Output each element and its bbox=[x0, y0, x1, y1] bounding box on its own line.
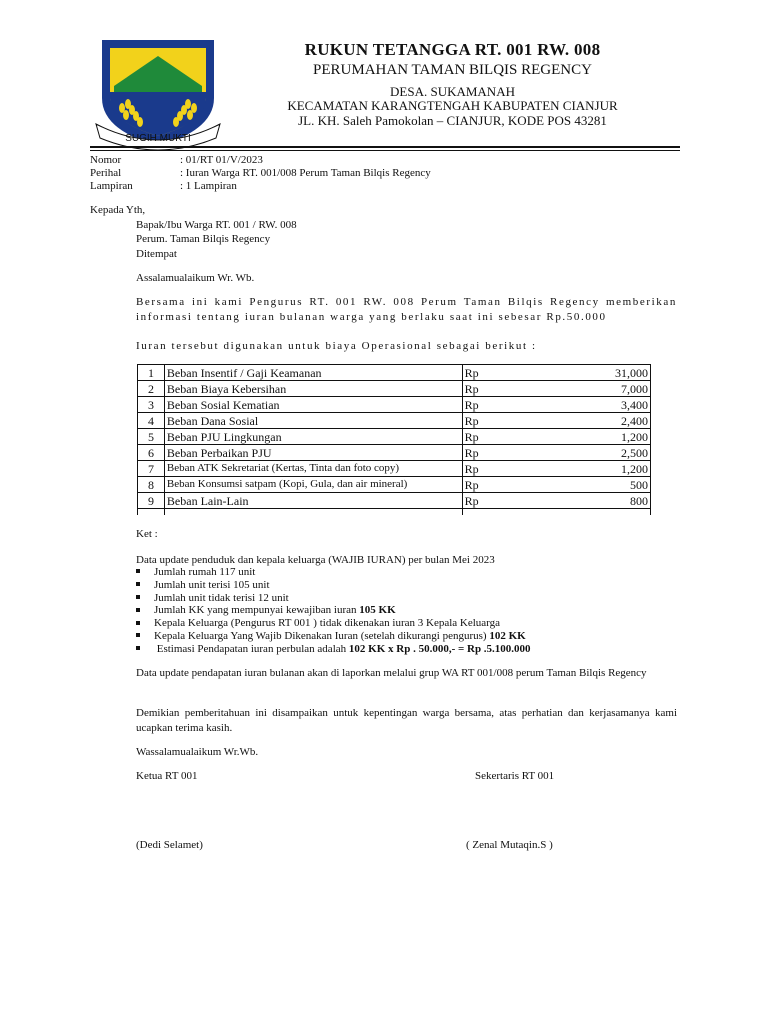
currency-label: Rp bbox=[462, 493, 526, 509]
expense-name: Beban Lain-Lain bbox=[164, 493, 462, 509]
table-row bbox=[138, 397, 651, 413]
row-number: 5 bbox=[138, 429, 165, 445]
expense-amount: 1,200 bbox=[526, 461, 650, 477]
expense-name: Beban Biaya Kebersihan bbox=[164, 381, 462, 397]
row-number: 6 bbox=[138, 445, 165, 461]
square-bullet-icon bbox=[136, 569, 140, 573]
village-crest-logo bbox=[92, 38, 224, 150]
table-row bbox=[138, 477, 651, 493]
table-row bbox=[138, 365, 651, 381]
right-signature-name: ( Zenal Mutaqin.S ) bbox=[466, 839, 553, 851]
currency-label: Rp bbox=[462, 365, 526, 381]
motto-text: SUGIH MUKTI bbox=[125, 133, 191, 144]
bullet-item bbox=[136, 579, 270, 592]
blank-cell bbox=[526, 509, 650, 516]
expense-amount: 500 bbox=[526, 477, 650, 493]
currency-label: Rp bbox=[462, 477, 526, 493]
currency-label: Rp bbox=[462, 461, 526, 477]
bullet-item bbox=[136, 643, 531, 656]
expense-amount: 2,400 bbox=[526, 413, 650, 429]
table-row bbox=[138, 413, 651, 429]
square-bullet-icon bbox=[136, 633, 140, 637]
nomor-value: : 01/RT 01/V/2023 bbox=[180, 154, 263, 166]
expense-amount: 1,200 bbox=[526, 429, 650, 445]
table-row bbox=[138, 429, 651, 445]
bullet-item bbox=[136, 617, 500, 630]
nomor-label: Nomor bbox=[90, 154, 122, 166]
row-number: 2 bbox=[138, 381, 165, 397]
letterhead-kecamatan: KECAMATAN KARANGTENGAH KABUPATEN CIANJUR bbox=[287, 98, 618, 113]
bullet-bold-text: 102 KK x Rp . 50.000,- = Rp .5.100.000 bbox=[348, 642, 531, 655]
expense-name: Beban Insentif / Gaji Keamanan bbox=[164, 365, 462, 381]
currency-label: Rp bbox=[462, 413, 526, 429]
header-divider-thick bbox=[90, 146, 680, 148]
row-number: 9 bbox=[138, 493, 165, 509]
square-bullet-icon bbox=[136, 621, 140, 625]
row-number: 8 bbox=[138, 477, 165, 493]
expense-amount: 31,000 bbox=[526, 365, 650, 381]
blank-cell bbox=[138, 509, 165, 516]
expense-name: Beban Konsumsi satpam (Kopi, Gula, dan air mineral) bbox=[164, 477, 462, 493]
data-title: Data update penduduk dan kepala keluarga (WAJIB IURAN) per bulan Mei 2023 bbox=[136, 554, 495, 566]
table-row bbox=[138, 445, 651, 461]
bullet-text: Jumlah unit tidak terisi 12 unit bbox=[154, 591, 289, 604]
expense-name: Beban ATK Sekretariat (Kertas, Tinta dan foto copy) bbox=[164, 461, 462, 477]
recipient-line-3: Ditempat bbox=[136, 248, 177, 260]
recipient-line-1: Bapak/Ibu Warga RT. 001 / RW. 008 bbox=[136, 219, 297, 231]
square-bullet-icon bbox=[136, 582, 140, 586]
row-number: 1 bbox=[138, 365, 165, 381]
expense-amount: 800 bbox=[526, 493, 650, 509]
left-signature-role: Ketua RT 001 bbox=[136, 770, 198, 782]
bullet-text: Kepala Keluarga (Pengurus RT 001 ) tidak dikenakan iuran 3 Kepala Keluarga bbox=[154, 617, 501, 630]
expense-amount: 2,500 bbox=[526, 445, 650, 461]
letterhead-address: JL. KH. Saleh Pamokolan – CIANJUR, KODE POS 43281 bbox=[298, 113, 607, 128]
closing-paragraph-1: Data update pendapatan iuran bulanan akan di laporkan melalui grup WA RT 001/008 perum Taman Bilqis Regency bbox=[136, 667, 647, 679]
table-row bbox=[138, 461, 651, 477]
bullet-text: Estimasi Pendapatan iuran perbulan adalah bbox=[154, 642, 349, 655]
recipient-line-2: Perum. Taman Bilqis Regency bbox=[136, 233, 271, 245]
expense-amount: 3,400 bbox=[526, 397, 650, 413]
intro-paragraph-2: Iuran tersebut digunakan untuk biaya Operasional sebagai berikut : bbox=[136, 340, 537, 352]
blank-cell bbox=[164, 509, 462, 516]
bullet-text: Kepala Keluarga Yang Wajib Dikenakan Iuran (setelah dikurangi pengurus) bbox=[154, 630, 490, 642]
closing-paragraph-2: Demikian pemberitahuan ini disampaikan untuk kepentingan warga bersama, atas perhatian dan kerjasamanya kami ucapkan terima kasih. bbox=[136, 707, 677, 734]
bullet-item bbox=[136, 604, 396, 617]
farewell: Wassalamualaikum Wr.Wb. bbox=[136, 746, 259, 758]
currency-label: Rp bbox=[462, 445, 526, 461]
bullet-item bbox=[136, 592, 289, 605]
letterhead-subtitle: PERUMAHAN TAMAN BILQIS REGENCY bbox=[313, 62, 592, 78]
table-blank-row bbox=[138, 509, 651, 516]
bullet-bold-text: 102 KK bbox=[489, 630, 526, 642]
ket-label: Ket : bbox=[136, 528, 158, 540]
greeting: Assalamualaikum Wr. Wb. bbox=[136, 272, 255, 284]
currency-label: Rp bbox=[462, 397, 526, 413]
blank-cell bbox=[462, 509, 526, 516]
expense-table bbox=[137, 364, 651, 515]
expense-amount: 7,000 bbox=[526, 381, 650, 397]
header-divider-thin bbox=[90, 150, 680, 151]
square-bullet-icon bbox=[136, 595, 140, 599]
intro-paragraph: Bersama ini kami Pengurus RT. 001 RW. 008 Perum Taman Bilqis Regency memberikan informasi tentang iuran bulanan warga yang berlaku saat ini sebesar Rp.50.000 bbox=[136, 296, 677, 323]
bullet-text: Jumlah unit terisi 105 unit bbox=[154, 578, 270, 591]
recipient-to: Kepada Yth, bbox=[90, 204, 146, 216]
bullet-text: Jumlah KK yang mempunyai kewajiban iuran bbox=[154, 604, 360, 617]
row-number: 4 bbox=[138, 413, 165, 429]
expense-name: Beban PJU Lingkungan bbox=[164, 429, 462, 445]
expense-name: Beban Sosial Kematian bbox=[164, 397, 462, 413]
left-signature-name: (Dedi Selamet) bbox=[136, 839, 203, 851]
square-bullet-icon bbox=[136, 608, 140, 612]
square-bullet-icon bbox=[136, 646, 140, 650]
table-row bbox=[138, 381, 651, 397]
perihal-label: Perihal bbox=[90, 167, 122, 179]
letterhead-title: RUKUN TETANGGA RT. 001 RW. 008 bbox=[304, 40, 601, 59]
expense-name: Beban Perbaikan PJU bbox=[164, 445, 462, 461]
table-row bbox=[138, 493, 651, 509]
letterhead-desa: DESA. SUKAMANAH bbox=[390, 84, 515, 99]
currency-label: Rp bbox=[462, 429, 526, 445]
bullet-item bbox=[136, 566, 255, 579]
right-signature-role: Sekertaris RT 001 bbox=[475, 770, 555, 782]
row-number: 3 bbox=[138, 397, 165, 413]
currency-label: Rp bbox=[462, 381, 526, 397]
bullet-item bbox=[136, 630, 526, 643]
expense-name: Beban Dana Sosial bbox=[164, 413, 462, 429]
row-number: 7 bbox=[138, 461, 165, 477]
perihal-value: : Iuran Warga RT. 001/008 Perum Taman Bilqis Regency bbox=[180, 167, 431, 179]
lampiran-label: Lampiran bbox=[90, 180, 133, 192]
bullet-bold-text: 105 KK bbox=[359, 604, 396, 617]
lampiran-value: : 1 Lampiran bbox=[180, 180, 237, 192]
bullet-text: Jumlah rumah 117 unit bbox=[154, 566, 256, 578]
